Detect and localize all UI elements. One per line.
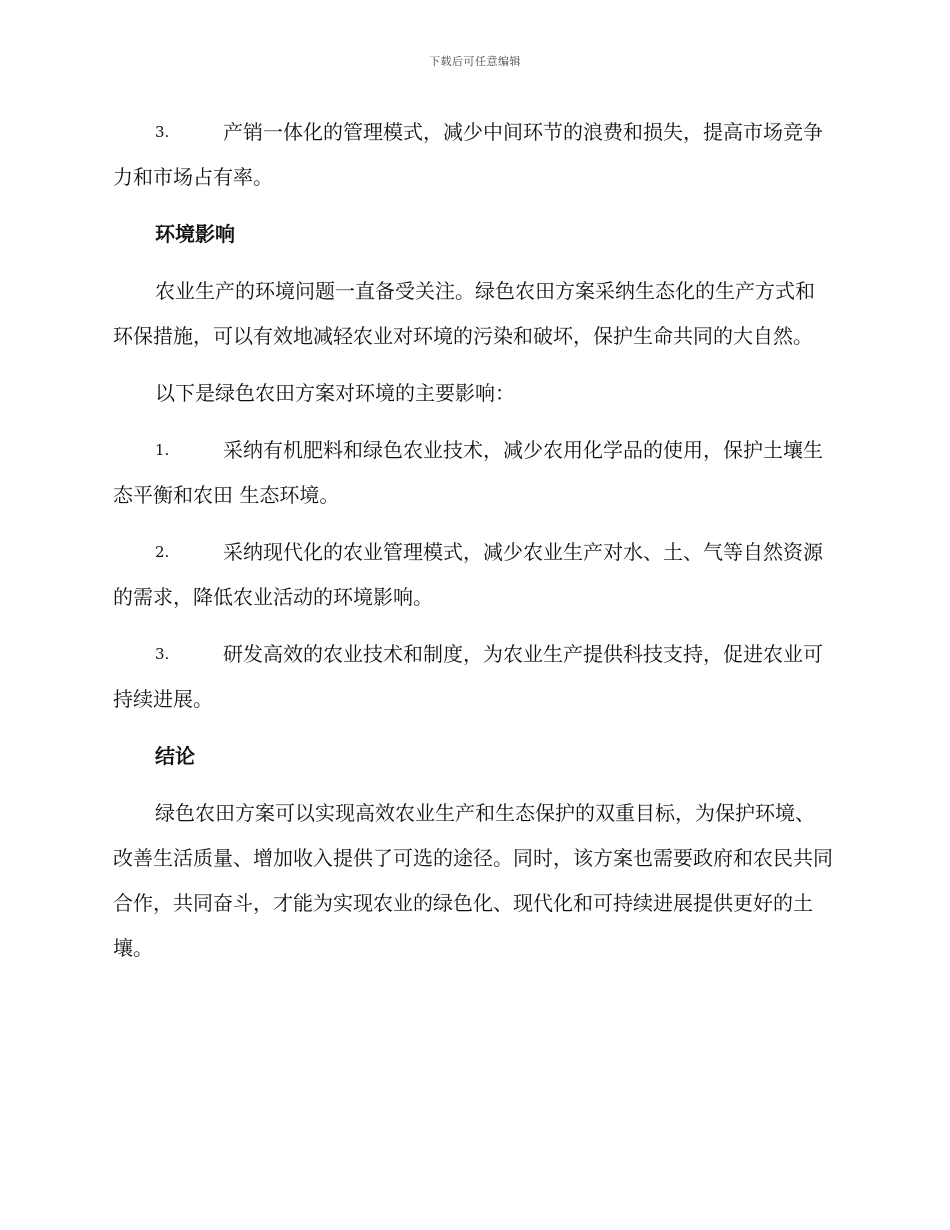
page-header-note: 下载后可任意编辑	[429, 55, 521, 68]
list-item-intro-3	[113, 110, 833, 200]
list-item-number: 1.	[155, 441, 170, 459]
section-heading-environment: 环境影响	[155, 222, 235, 246]
list-item-text: 产销一体化的管理模式，减少中间环节的浪费和损失，提高市场竞争力和市场占有率。	[113, 120, 823, 189]
paragraph-environment-list-lead: 以下是绿色农田方案对环境的主要影响：	[155, 381, 515, 405]
paragraph-environment-intro: 农业生产的环境问题一直备受关注。绿色农田方案采纳生态化的生产方式和环保措施，可以有效地减轻农业对环境的污染和破坏，保护生命共同的大自然。	[113, 279, 815, 348]
list-item-number: 2.	[155, 543, 170, 561]
list-item-text: 采纳有机肥料和绿色农业技术，减少农用化学品的使用，保护土壤生态平衡和农田 生态环境。	[113, 438, 823, 507]
section-heading-conclusion: 结论	[155, 744, 195, 768]
document-body	[113, 110, 833, 983]
list-item-number: 3.	[155, 123, 170, 141]
list-item-text: 采纳现代化的农业管理模式，减少农业生产对水、土、气等自然资源的需求，降低农业活动的环境影响。	[113, 540, 823, 609]
list-item-text: 研发高效的农业技术和制度，为农业生产提供科技支持，促进农业可持续进展。	[113, 642, 823, 711]
list-item-environment-2	[113, 530, 833, 620]
list-item-environment-3	[113, 632, 833, 722]
list-item-environment-1	[113, 428, 833, 518]
paragraph-conclusion: 绿色农田方案可以实现高效农业生产和生态保护的双重目标，为保护环境、改善生活质量、增加收入提供了可选的途径。同时，该方案也需要政府和农民共同合作，共同奋斗，才能为实现农业的绿色化、现代化和可持续进展提供更好的土壤。	[113, 801, 833, 960]
list-item-number: 3.	[155, 645, 170, 663]
